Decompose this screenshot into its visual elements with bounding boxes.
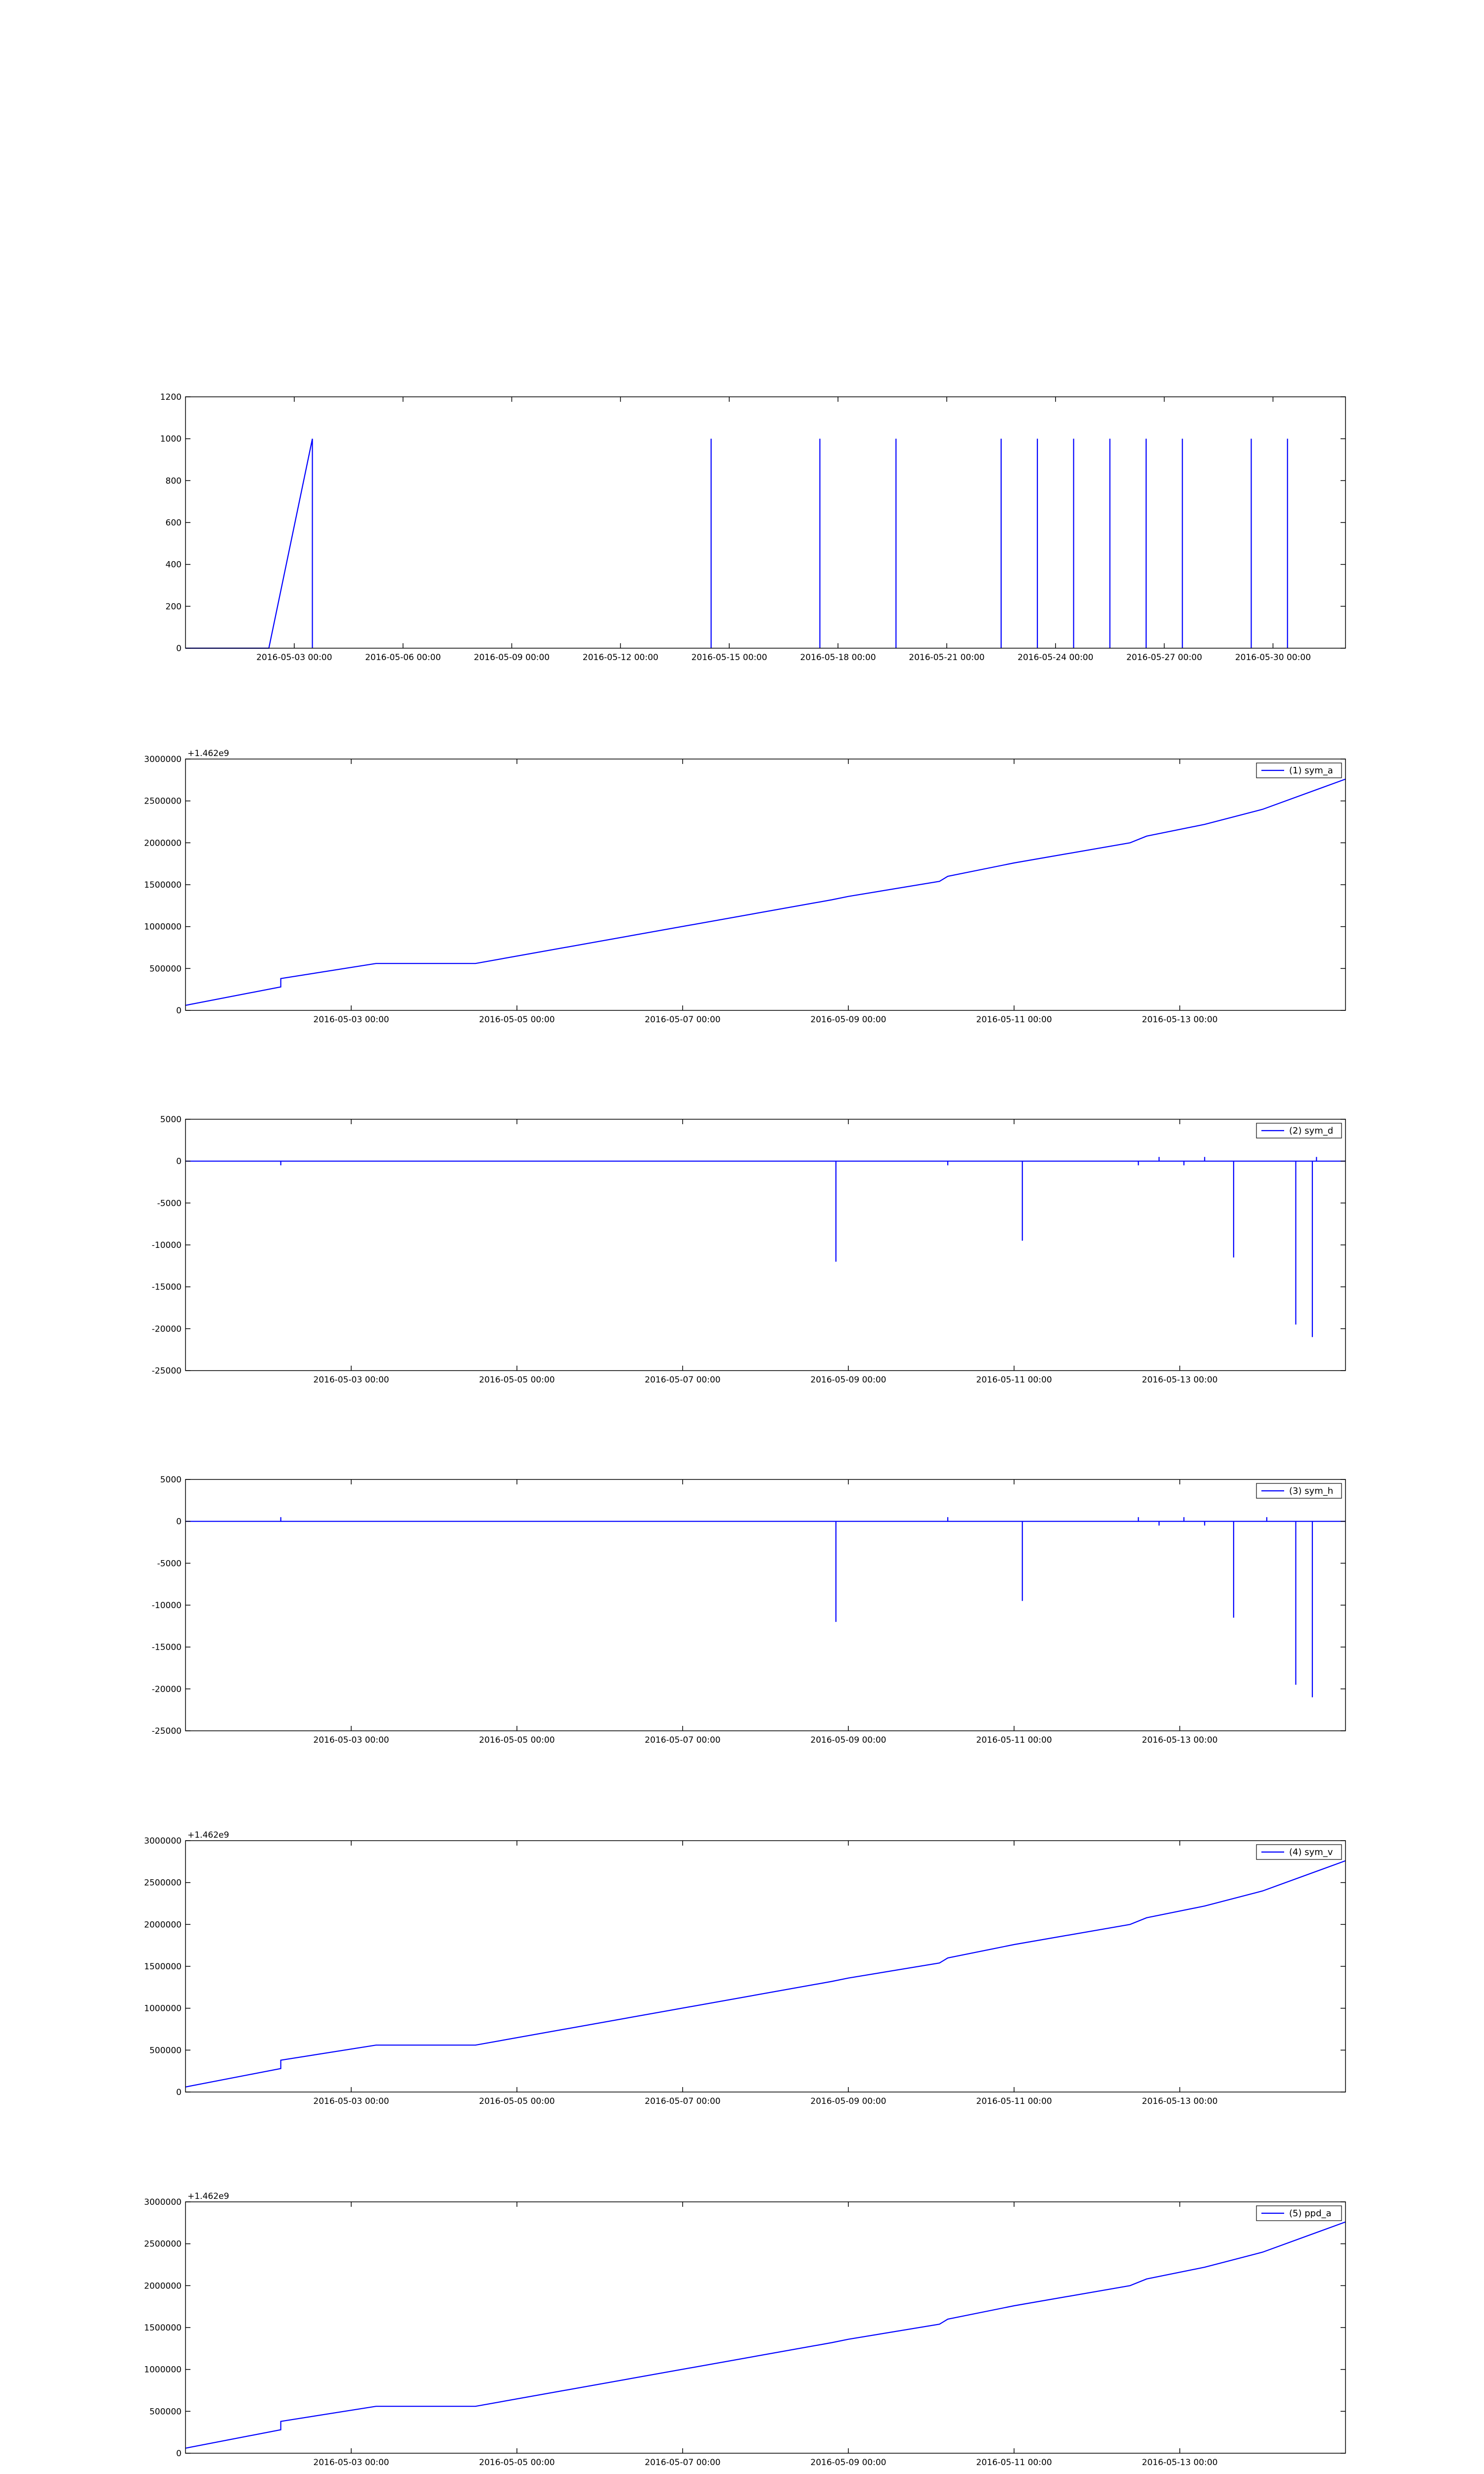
x-tick-label: 2016-05-03 00:00: [313, 1375, 389, 1385]
x-tick-label: 2016-05-09 00:00: [810, 2458, 886, 2468]
y-tick-label: 2500000: [144, 1878, 182, 1888]
y-tick-label: 3000000: [144, 755, 182, 764]
y-tick-label: 600: [165, 518, 182, 528]
series-line: [186, 779, 1345, 1005]
x-tick-label: 2016-05-13 00:00: [1142, 2458, 1218, 2468]
y-tick-label: 1200: [160, 392, 182, 402]
y-tick-label: 0: [176, 644, 182, 654]
x-tick-label: 2016-05-13 00:00: [1142, 1735, 1218, 1745]
x-tick-label: 2016-05-07 00:00: [645, 1375, 721, 1385]
x-tick-label: 2016-05-21 00:00: [909, 653, 985, 663]
y-tick-label: -5000: [157, 1198, 182, 1209]
y-tick-label: -20000: [151, 1324, 182, 1334]
x-tick-label: 2016-05-12 00:00: [582, 653, 658, 663]
x-tick-label: 2016-05-05 00:00: [479, 2458, 555, 2468]
x-tick-label: 2016-05-06 00:00: [365, 653, 441, 663]
y-tick-label: 200: [165, 602, 182, 612]
x-tick-label: 2016-05-03 00:00: [313, 1735, 389, 1745]
y-offset-label: +1.462e9: [187, 1830, 230, 1840]
legend-label: (4) sym_v: [1289, 1847, 1333, 1857]
x-tick-label: 2016-05-11 00:00: [976, 1735, 1052, 1745]
y-tick-label: 1000: [160, 434, 182, 444]
y-tick-label: 1000000: [144, 2365, 182, 2375]
axes-frame: [186, 2202, 1345, 2453]
y-tick-label: 2000000: [144, 838, 182, 849]
y-tick-label: 1500000: [144, 2323, 182, 2333]
axes-frame: [186, 397, 1345, 648]
y-tick-label: -5000: [157, 1559, 182, 1569]
y-tick-label: 0: [176, 1156, 182, 1167]
x-tick-label: 2016-05-30 00:00: [1235, 653, 1311, 663]
x-tick-label: 2016-05-09 00:00: [810, 1015, 886, 1025]
legend-label: (5) ppd_a: [1289, 2208, 1332, 2219]
x-tick-label: 2016-05-11 00:00: [976, 2096, 1052, 2106]
x-tick-label: 2016-05-09 00:00: [473, 653, 550, 663]
x-tick-label: 2016-05-13 00:00: [1142, 2096, 1218, 2106]
legend-label: (2) sym_d: [1289, 1126, 1334, 1136]
subplot-6: [144, 2191, 1345, 2468]
x-tick-label: 2016-05-11 00:00: [976, 1375, 1052, 1385]
x-tick-label: 2016-05-09 00:00: [810, 1375, 886, 1385]
subplot-3: [152, 1115, 1345, 1385]
y-tick-label: 1000000: [144, 922, 182, 932]
axes-frame: [186, 1479, 1345, 1731]
x-tick-label: 2016-05-24 00:00: [1018, 653, 1094, 663]
x-tick-label: 2016-05-09 00:00: [810, 2096, 886, 2106]
x-tick-label: 2016-05-07 00:00: [645, 2458, 721, 2468]
x-tick-label: 2016-05-18 00:00: [800, 653, 876, 663]
y-offset-label: +1.462e9: [187, 749, 230, 759]
x-tick-label: 2016-05-03 00:00: [313, 1015, 389, 1025]
subplot-1: [160, 392, 1345, 663]
y-tick-label: 5000: [160, 1475, 182, 1485]
axes-frame: [186, 1841, 1345, 2092]
y-tick-label: 0: [176, 1006, 182, 1016]
y-tick-label: -25000: [151, 1366, 182, 1376]
x-tick-label: 2016-05-03 00:00: [256, 653, 332, 663]
y-tick-label: 3000000: [144, 2197, 182, 2207]
x-tick-label: 2016-05-05 00:00: [479, 1735, 555, 1745]
x-tick-label: 2016-05-05 00:00: [479, 1375, 555, 1385]
y-tick-label: 0: [176, 2088, 182, 2097]
y-tick-label: 3000000: [144, 1836, 182, 1846]
x-tick-label: 2016-05-09 00:00: [810, 1735, 886, 1745]
y-offset-label: +1.462e9: [187, 2191, 230, 2201]
y-tick-label: 500000: [149, 2407, 182, 2417]
y-tick-label: -20000: [151, 1684, 182, 1695]
subplot-5: [144, 1830, 1345, 2106]
y-tick-label: 800: [165, 476, 182, 486]
y-tick-label: 2500000: [144, 796, 182, 807]
y-tick-label: -10000: [151, 1240, 182, 1250]
x-tick-label: 2016-05-03 00:00: [313, 2096, 389, 2106]
series-line: [186, 1861, 1345, 2087]
y-tick-label: -15000: [151, 1642, 182, 1653]
y-tick-label: 0: [176, 1517, 182, 1527]
x-tick-label: 2016-05-07 00:00: [645, 1015, 721, 1025]
x-tick-label: 2016-05-05 00:00: [479, 2096, 555, 2106]
x-tick-label: 2016-05-11 00:00: [976, 2458, 1052, 2468]
series-line: [186, 2222, 1345, 2448]
x-tick-label: 2016-05-03 00:00: [313, 2458, 389, 2468]
y-tick-label: 5000: [160, 1115, 182, 1125]
y-tick-label: 1500000: [144, 880, 182, 890]
x-tick-label: 2016-05-13 00:00: [1142, 1015, 1218, 1025]
axes-frame: [186, 759, 1345, 1010]
y-tick-label: 1000000: [144, 2003, 182, 2014]
y-tick-label: -15000: [151, 1282, 182, 1292]
y-tick-label: 500000: [149, 2046, 182, 2056]
y-tick-label: 2500000: [144, 2239, 182, 2249]
y-tick-label: 400: [165, 560, 182, 570]
subplot-2: [144, 749, 1345, 1025]
y-tick-label: -25000: [151, 1726, 182, 1736]
x-tick-label: 2016-05-15 00:00: [691, 653, 767, 663]
y-tick-label: 2000000: [144, 1920, 182, 1930]
y-tick-label: 2000000: [144, 2281, 182, 2291]
legend-label: (1) sym_a: [1289, 765, 1333, 776]
series-line: [186, 439, 313, 648]
x-tick-label: 2016-05-05 00:00: [479, 1015, 555, 1025]
y-tick-label: 0: [176, 2449, 182, 2459]
legend-label: (3) sym_h: [1289, 1486, 1334, 1496]
x-tick-label: 2016-05-07 00:00: [645, 2096, 721, 2106]
axes-frame: [186, 1119, 1345, 1371]
x-tick-label: 2016-05-07 00:00: [645, 1735, 721, 1745]
y-tick-label: 1500000: [144, 1962, 182, 1972]
y-tick-label: -10000: [151, 1601, 182, 1611]
x-tick-label: 2016-05-13 00:00: [1142, 1375, 1218, 1385]
x-tick-label: 2016-05-27 00:00: [1126, 653, 1203, 663]
subplot-4: [152, 1475, 1345, 1745]
y-tick-label: 500000: [149, 964, 182, 974]
x-tick-label: 2016-05-11 00:00: [976, 1015, 1052, 1025]
